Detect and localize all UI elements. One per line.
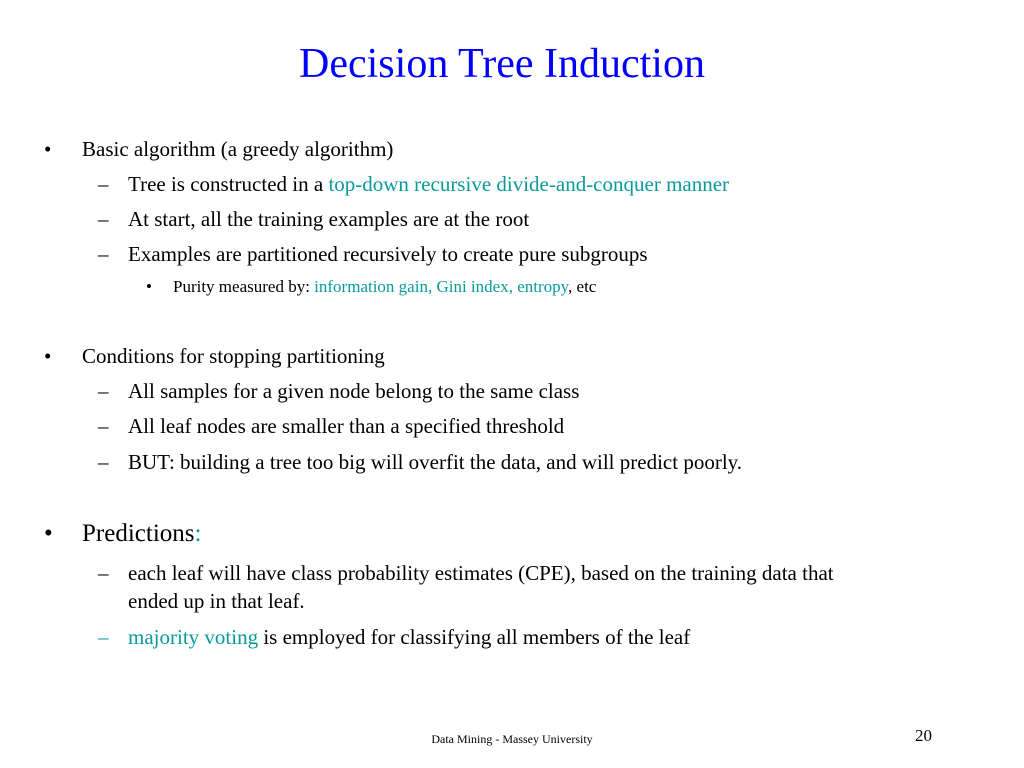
dash-icon: –: [98, 450, 109, 474]
dash-icon: –: [98, 625, 109, 649]
bullet-text: Conditions for stopping partitioning: [82, 344, 385, 368]
sub-item-text: BUT: building a tree too big will overfit the data, and will predict poorly.: [128, 450, 743, 474]
highlight-text: top-down recursive divide-and-conquer manner: [328, 172, 730, 196]
dash-icon: –: [98, 207, 109, 231]
sub-sub-item-text: Purity measured by: information gain, Gini index, entropy, etc: [173, 277, 597, 296]
sub-item-text: All leaf nodes are smaller than a specified threshold: [128, 414, 565, 438]
bullet-text: Basic algorithm (a greedy algorithm): [82, 137, 394, 161]
sub-item-text-line2: ended up in that leaf.: [128, 589, 305, 613]
highlight-text: information gain, Gini index, entropy: [314, 277, 569, 296]
bullet-icon: •: [146, 277, 152, 296]
page-number: 20: [915, 726, 932, 745]
dash-icon: –: [98, 414, 109, 438]
highlight-text: majority voting: [128, 625, 259, 649]
bullet-icon: •: [44, 344, 52, 368]
bullet-text: Predictions:: [82, 520, 202, 547]
bullet-icon: •: [44, 520, 53, 547]
sub-item-text: At start, all the training examples are at the root: [128, 207, 530, 231]
sub-item-text: majority voting is employed for classifying all members of the leaf: [128, 625, 691, 649]
sub-item-text: Examples are partitioned recursively to create pure subgroups: [128, 242, 648, 266]
dash-icon: –: [98, 561, 109, 585]
footer-text: Data Mining - Massey University: [431, 732, 593, 746]
sub-item-text: All samples for a given node belong to the same class: [128, 379, 580, 403]
bullet-icon: •: [44, 137, 52, 161]
sub-item-text: Tree is constructed in a top-down recursive divide-and-conquer manner: [128, 172, 730, 196]
dash-icon: –: [98, 172, 109, 196]
slide-title: Decision Tree Induction: [299, 41, 705, 87]
dash-icon: –: [98, 242, 109, 266]
sub-item-text-line1: each leaf will have class probability estimates (CPE), based on the training data that: [128, 561, 834, 585]
heading-colon: :: [194, 520, 202, 547]
dash-icon: –: [98, 379, 109, 403]
